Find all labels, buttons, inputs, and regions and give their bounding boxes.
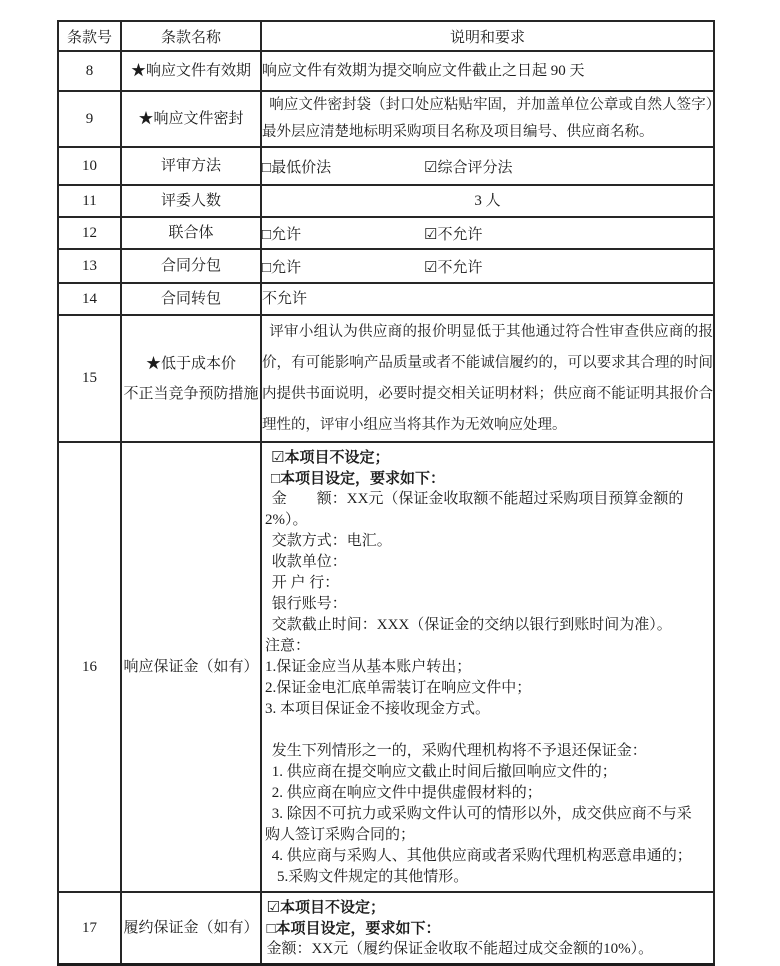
terms-table-body (58, 51, 714, 965)
option (262, 156, 424, 177)
clause-number: 13 (58, 249, 121, 283)
clause-name (121, 249, 261, 283)
clause-number: 11 (58, 185, 121, 217)
header-clause-name: 条款名称 (121, 21, 261, 51)
clause-name-line: ★响应文件密封 (138, 111, 244, 127)
clause-name-line: 响应保证金（如有） (123, 659, 259, 675)
content-paragraph: 评审小组认为供应商的报价明显低于其他通过符合性审查供应商的报价，有可能影响产品质量或者不能诚信履约的，可以要求其合理的时间内提供书面说明，必要时提交相关证明材料；供应商不能证明其报价合理性的，评审小组应当将其作为无效响应处理。 (262, 323, 713, 433)
content-line: 3. 本项目保证金不接收现金方式。 (265, 701, 491, 717)
content-line: 收款单位： (271, 554, 347, 570)
clause-number: 10 (58, 147, 121, 185)
table-row (58, 283, 714, 315)
content-line: 金 额：XX元（保证金收取额不能超过采购项目预算金额的2%）。 (265, 491, 684, 528)
content-paragraph: 响应文件密封袋（封口处应粘贴牢固，并加盖单位公章或自然人签字）最外层应清楚地标明采购项目名称及项目编号、供应商名称。 (262, 97, 713, 140)
checkbox-unchecked-icon: □ (262, 259, 272, 276)
checkbox-unchecked-icon: □ (262, 159, 272, 176)
clause-number: 15 (58, 315, 121, 442)
clause-name (121, 91, 261, 147)
clause-number: 16 (58, 442, 121, 892)
clause-name-line: 联合体 (168, 225, 214, 241)
content-line: 1. 供应商在提交响应文截止时间后撤回响应文件的； (271, 764, 617, 780)
content-line: 2. 供应商在响应文件中提供虚假材料的； (271, 785, 542, 801)
clause-name (121, 147, 261, 185)
clause-content (261, 217, 714, 249)
content-line: 开 户 行： (271, 575, 340, 591)
clause-name (121, 442, 261, 892)
content-line: 交款方式：电汇。 (271, 533, 392, 549)
terms-table-header-row (58, 21, 714, 51)
content-line: 注意： (265, 638, 311, 654)
option-label: 不允许 (437, 259, 483, 276)
checkbox-unchecked-icon: □ (262, 226, 272, 243)
clause-content (261, 249, 714, 283)
clause-number: 12 (58, 217, 121, 249)
checkbox-checked-icon: ☑ (424, 226, 438, 243)
clause-content (261, 185, 714, 217)
header-clause-number: 条款号 (58, 21, 121, 51)
content-text: 3 人 (474, 193, 501, 209)
content-line: 发生下列情形之一的，采购代理机构将不予退还保证金： (271, 743, 647, 759)
option-label: 最低价法 (271, 159, 332, 176)
content-line: 2.保证金电汇底单需装订在响应文件中； (265, 680, 532, 696)
content-line (265, 720, 705, 741)
clause-name (121, 51, 261, 91)
clause-content (261, 442, 714, 892)
option-label: 允许 (271, 259, 302, 276)
content-line: 金额：XX元（履约保证金收取不能超过成交金额的10%）。 (266, 941, 654, 957)
clause-content (261, 892, 714, 965)
clause-number: 8 (58, 51, 121, 91)
clause-content (261, 315, 714, 442)
clause-name-line: ★低于成本价 (145, 355, 236, 372)
clause-content (261, 91, 714, 147)
content-heading-line: □本项目设定，要求如下： (266, 920, 441, 937)
clause-content (261, 51, 714, 91)
clause-name-line: 履约保证金（如有） (123, 920, 259, 936)
content-line: 银行账号： (271, 596, 347, 612)
content-heading-line: □本项目设定，要求如下： (271, 470, 446, 487)
table-row (58, 315, 714, 442)
content-heading-line: ☑本项目不设定； (266, 899, 385, 916)
table-row (58, 217, 714, 249)
clause-name (121, 892, 261, 965)
checkbox-checked-icon: ☑ (424, 259, 438, 276)
clause-name-line: 评委人数 (160, 193, 221, 209)
header-description: 说明和要求 (261, 21, 714, 51)
content-heading-line: ☑本项目不设定； (271, 449, 390, 466)
table-row (58, 185, 714, 217)
option-label: 不允许 (437, 226, 483, 243)
option (262, 223, 424, 244)
option (424, 260, 482, 276)
clause-name-line: 合同分包 (160, 258, 221, 274)
clause-name (121, 185, 261, 217)
content-line: 5.采购文件规定的其他情形。 (277, 869, 469, 885)
content-line: 交款截止时间：XXX（保证金的交纳以银行到账时间为准）。 (271, 617, 672, 633)
content-line: 1.保证金应当从基本账户转出； (265, 659, 472, 675)
content-text: 不允许 (262, 291, 308, 307)
option (424, 227, 482, 243)
clause-number: 14 (58, 283, 121, 315)
table-row (58, 91, 714, 147)
option (262, 256, 424, 277)
option (424, 160, 512, 176)
clause-name-line: 评审方法 (160, 158, 221, 174)
clause-number: 17 (58, 892, 121, 965)
clause-name-line: 合同转包 (160, 291, 221, 307)
clause-name-line: ★响应文件有效期 (130, 63, 251, 79)
table-row (58, 249, 714, 283)
content-line: 4. 供应商与采购人、其他供应商或者采购代理机构恶意串通的； (271, 848, 692, 864)
clause-content (261, 283, 714, 315)
table-row (58, 892, 714, 965)
clause-name (121, 283, 261, 315)
content-line: 3. 除因不可抗力或采购文件认可的情形以外，成交供应商不与采购人签订采购合同的； (265, 806, 692, 843)
table-row (58, 442, 714, 892)
option-label: 允许 (271, 226, 302, 243)
checkbox-checked-icon: ☑ (424, 159, 438, 176)
table-row (58, 51, 714, 91)
table-row (58, 147, 714, 185)
clause-name-line: 不正当竞争预防措施 (123, 385, 259, 402)
option-label: 综合评分法 (437, 159, 513, 176)
clause-name (121, 315, 261, 442)
clause-number: 9 (58, 91, 121, 147)
terms-table (57, 20, 715, 966)
clause-content (261, 147, 714, 185)
clause-name (121, 217, 261, 249)
content-text: 响应文件有效期为提交响应文件截止之日起 90 天 (262, 63, 585, 79)
